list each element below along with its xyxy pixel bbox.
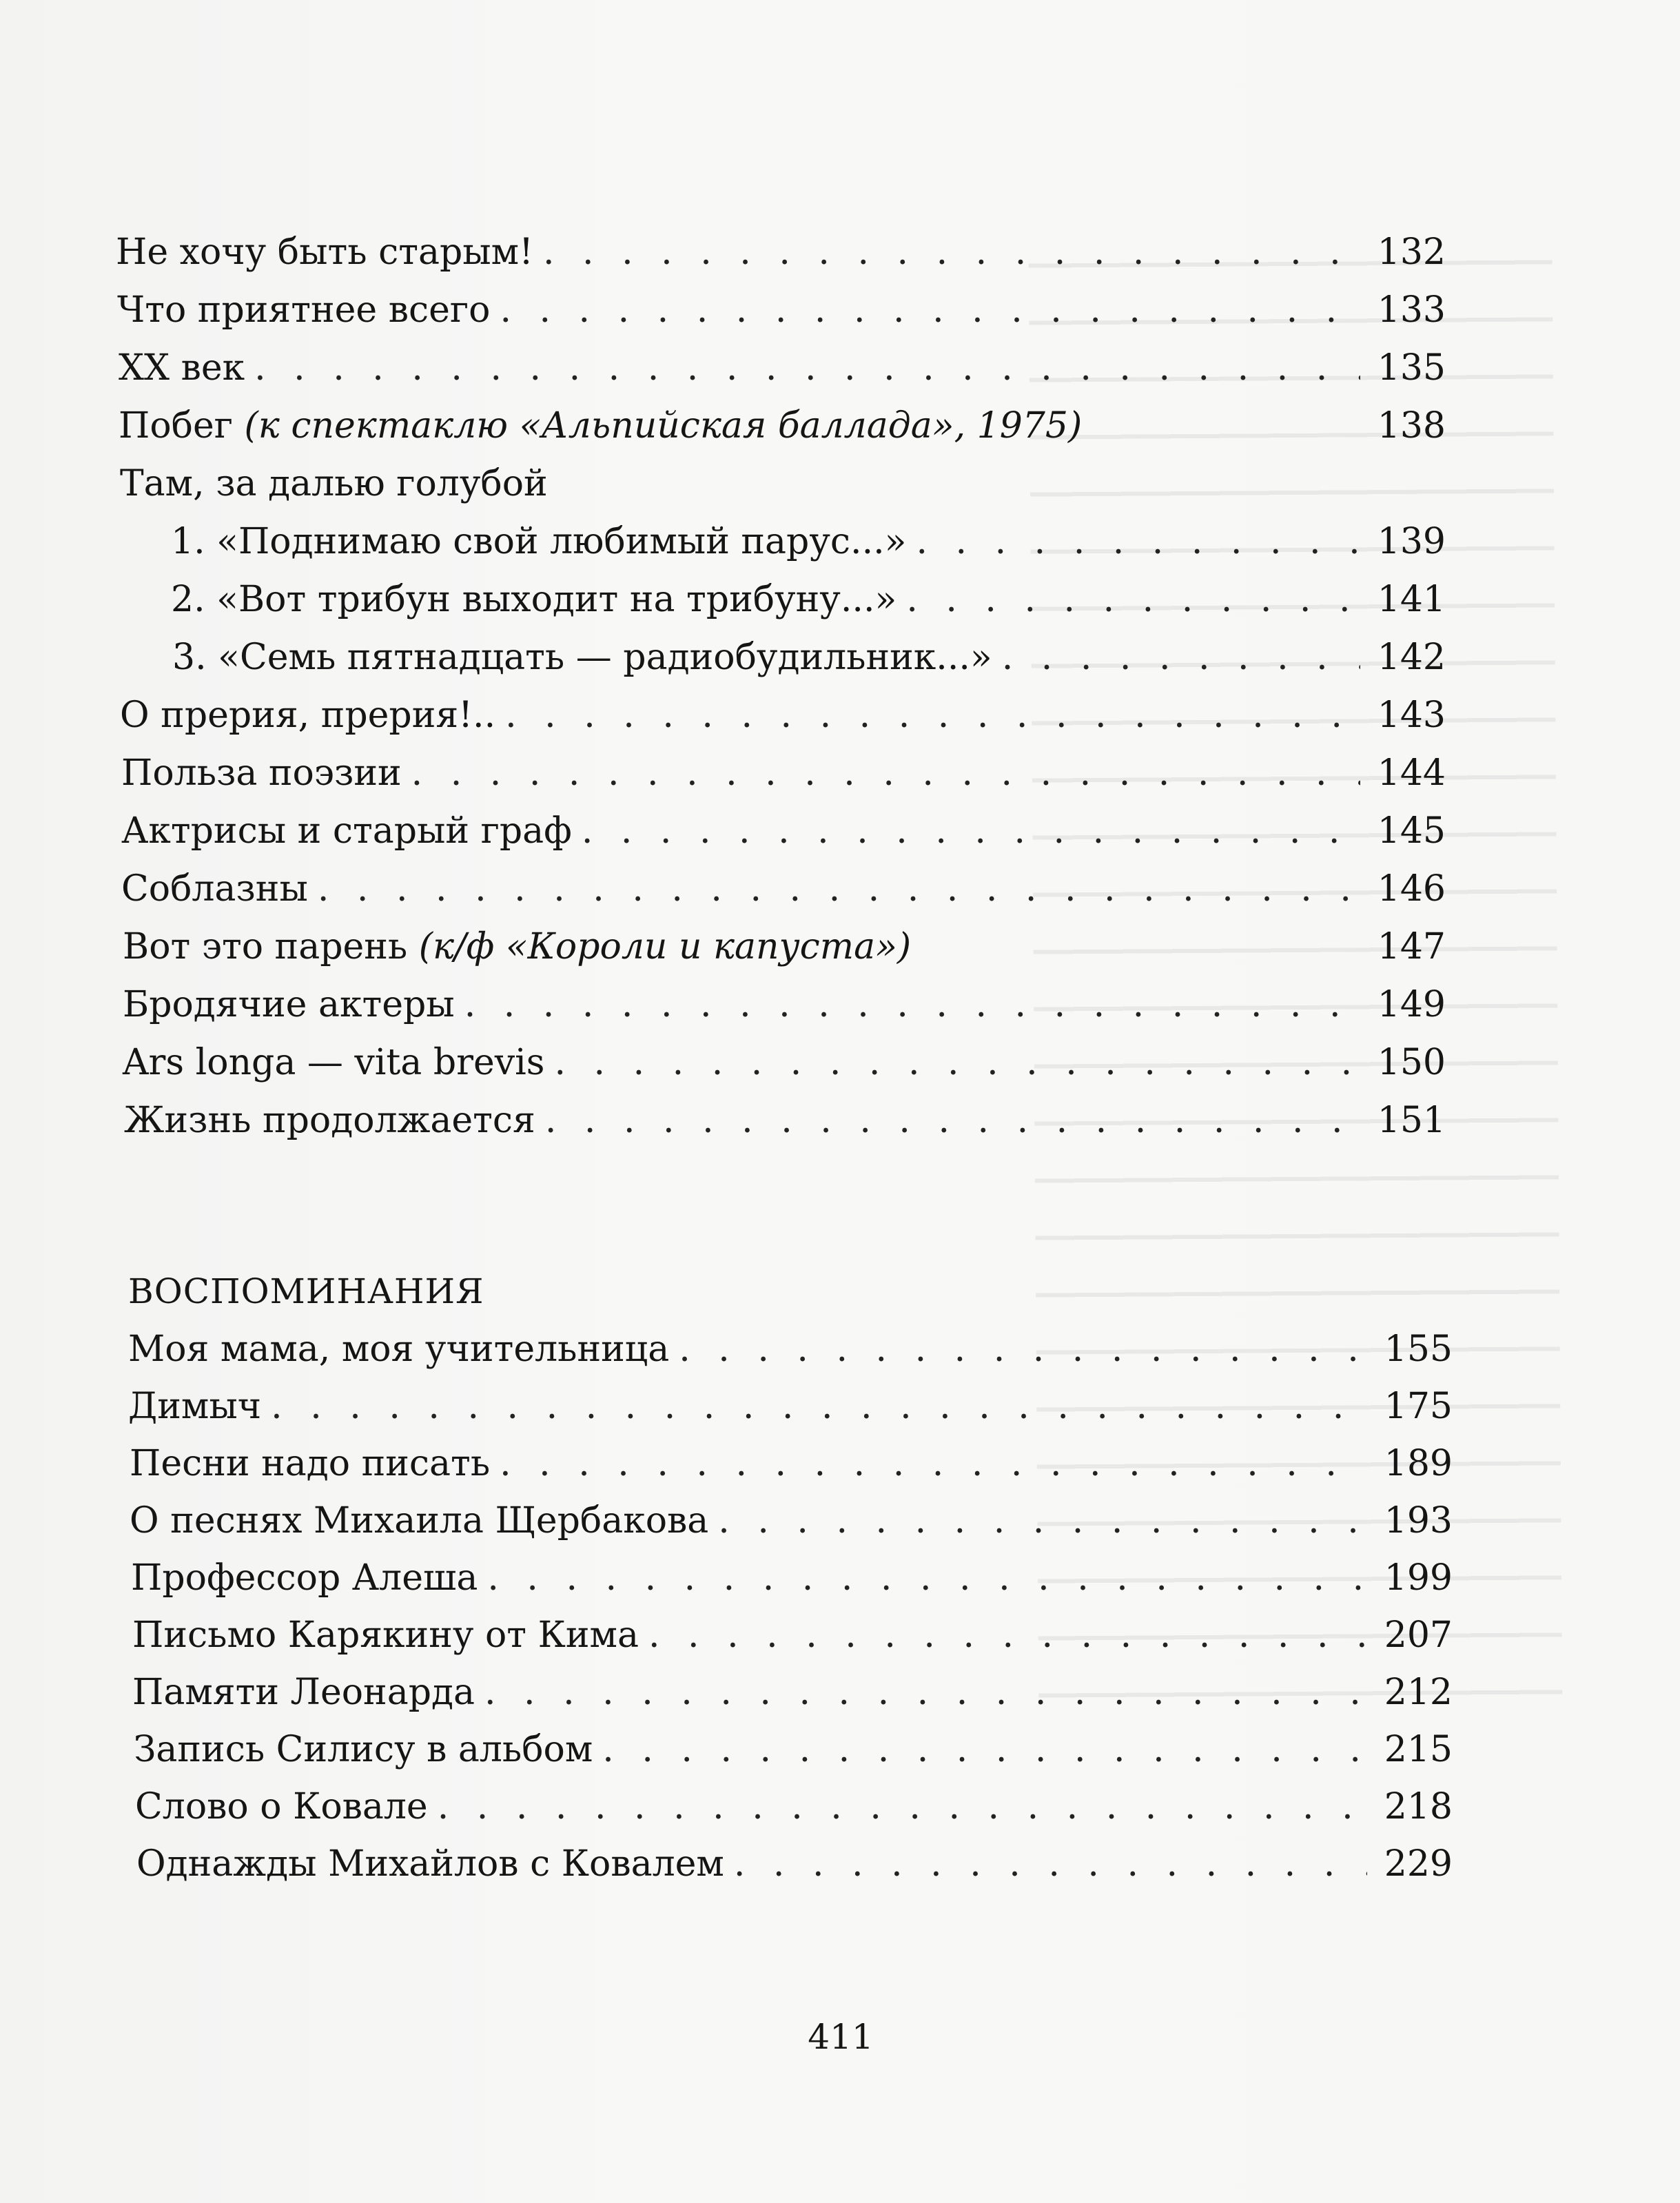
toc-entry-page: 150 bbox=[1377, 1042, 1446, 1083]
toc-entry-title: Однажды Михайлов с Ковалем bbox=[136, 1843, 724, 1885]
dot-leader bbox=[545, 1096, 1360, 1145]
toc-entry bbox=[121, 806, 1446, 856]
toc-entry-page: 215 bbox=[1384, 1729, 1453, 1770]
toc-entry bbox=[130, 1496, 1453, 1546]
toc-entry-title: Бродячие актеры bbox=[123, 984, 455, 1025]
toc-entry-title: Жизнь продолжается bbox=[124, 1100, 535, 1141]
dot-leader bbox=[734, 1839, 1367, 1889]
toc-entry-title: 1. «Поднимаю свой любимый парус...» bbox=[171, 521, 907, 562]
page-number: 411 bbox=[808, 2017, 874, 2057]
toc-entry-title: О прерия, прерия!.. bbox=[120, 695, 496, 736]
toc-entry-main: Вот это парень bbox=[123, 926, 419, 967]
toc-entry-page: 189 bbox=[1384, 1443, 1453, 1484]
toc-entry-page: 143 bbox=[1377, 695, 1446, 736]
toc-entry-title: 3. «Семь пятнадцать — радиобудильник...» bbox=[172, 637, 992, 678]
dot-leader bbox=[464, 980, 1360, 1029]
dot-leader bbox=[487, 1553, 1367, 1603]
toc-entry-title: Не хочу быть старым! bbox=[116, 232, 533, 273]
toc-entry bbox=[131, 1553, 1453, 1603]
toc-entry-title: Польза поэзии bbox=[121, 752, 402, 794]
toc-entry-title: Моя мама, моя учительница bbox=[128, 1329, 670, 1370]
toc-entry-title: 2. «Вот трибун выходит на трибуну...» bbox=[171, 579, 897, 620]
toc-entry-title: XX век bbox=[119, 347, 245, 389]
dot-leader bbox=[411, 748, 1360, 798]
toc-entry-title: О песнях Михаила Щербакова bbox=[130, 1500, 709, 1541]
toc-entry-page: 193 bbox=[1384, 1500, 1453, 1541]
toc-entry bbox=[121, 864, 1446, 914]
toc-entry bbox=[120, 690, 1446, 740]
toc-entry-page: 229 bbox=[1384, 1843, 1453, 1885]
toc-entry bbox=[136, 1839, 1453, 1889]
toc-entry-title: Соблазны bbox=[121, 868, 308, 910]
toc-entry-title: Что приятнее всего bbox=[117, 289, 491, 331]
dot-leader bbox=[543, 227, 1360, 277]
toc-entry-page: 142 bbox=[1377, 637, 1446, 678]
toc-entry-page: 147 bbox=[1377, 926, 1446, 967]
toc-entry-note: (к/ф «Короли и капуста») bbox=[418, 926, 912, 967]
toc-entry bbox=[130, 1439, 1453, 1488]
dot-leader bbox=[916, 517, 1360, 566]
toc-entry-group-title bbox=[120, 459, 1446, 509]
dot-leader bbox=[500, 285, 1360, 335]
toc-entry bbox=[135, 1782, 1453, 1832]
toc-entry bbox=[119, 401, 1446, 451]
toc-entry-page: 132 bbox=[1377, 232, 1446, 273]
toc-entry-title: Запись Силису в альбом bbox=[134, 1729, 593, 1770]
dot-leader bbox=[602, 1725, 1367, 1774]
dot-leader bbox=[438, 1782, 1367, 1832]
toc-entry-title: Слово о Ковале bbox=[135, 1786, 428, 1827]
toc-entry bbox=[132, 1668, 1453, 1717]
section-heading: ВОСПОМИНАНИЯ bbox=[128, 1271, 484, 1311]
toc-entry bbox=[128, 1324, 1453, 1374]
toc-entry-title: Ars longa — vita brevis bbox=[123, 1042, 545, 1083]
toc-entry-title: Памяти Леонарда bbox=[132, 1672, 475, 1713]
toc-entry bbox=[172, 633, 1446, 682]
toc-entry-page: 212 bbox=[1384, 1672, 1453, 1713]
toc-entry-title: Там, за далью голубой bbox=[120, 463, 548, 504]
toc-entry-page: 135 bbox=[1377, 347, 1446, 389]
dot-leader bbox=[648, 1610, 1367, 1660]
dot-leader bbox=[254, 343, 1360, 393]
toc-entry-main: Побег bbox=[119, 405, 245, 447]
dot-leader bbox=[906, 575, 1360, 624]
dot-leader bbox=[500, 1439, 1367, 1488]
toc-entry bbox=[124, 1096, 1446, 1145]
toc-entry bbox=[121, 748, 1446, 798]
toc-entry-page: 139 bbox=[1377, 521, 1446, 562]
toc-entry-page: 218 bbox=[1384, 1786, 1453, 1827]
dot-leader bbox=[554, 1038, 1360, 1087]
toc-entry-page: 151 bbox=[1377, 1100, 1446, 1141]
toc-entry-title: Профессор Алеша bbox=[131, 1557, 478, 1599]
dot-leader bbox=[318, 864, 1360, 914]
toc-entry bbox=[123, 1038, 1446, 1087]
toc-entry-page: 155 bbox=[1384, 1329, 1453, 1370]
toc-entry-page: 175 bbox=[1384, 1386, 1453, 1427]
toc-entry bbox=[132, 1610, 1453, 1660]
dot-leader bbox=[679, 1324, 1367, 1374]
toc-entry bbox=[116, 227, 1446, 277]
toc-entry-title bbox=[123, 922, 911, 972]
toc-entry-title: Актрисы и старый граф bbox=[121, 810, 572, 852]
toc-entry-page: 207 bbox=[1384, 1615, 1453, 1656]
toc-entry-page: 199 bbox=[1384, 1557, 1453, 1599]
toc-entry-page: 133 bbox=[1377, 289, 1446, 331]
toc-entry-page: 149 bbox=[1377, 984, 1446, 1025]
toc-entry bbox=[117, 285, 1446, 335]
dot-leader bbox=[271, 1382, 1367, 1431]
toc-entry-title: Димыч bbox=[128, 1386, 262, 1427]
toc-entry bbox=[134, 1725, 1453, 1774]
toc-entry bbox=[123, 980, 1446, 1029]
toc-entry-title bbox=[119, 401, 1082, 451]
toc-entry bbox=[171, 517, 1446, 566]
toc-entry-title: Песни надо писать bbox=[130, 1443, 491, 1484]
dot-leader bbox=[718, 1496, 1367, 1546]
toc-entry-title: Письмо Карякину от Кима bbox=[132, 1615, 639, 1656]
toc-entry bbox=[171, 575, 1446, 624]
toc-entry bbox=[128, 1382, 1453, 1431]
dot-leader bbox=[484, 1668, 1367, 1717]
dot-leader bbox=[582, 806, 1360, 856]
toc-entry-page: 146 bbox=[1377, 868, 1446, 910]
toc-entry bbox=[123, 922, 1446, 972]
dot-leader bbox=[505, 690, 1360, 740]
toc-entry-page: 138 bbox=[1377, 405, 1446, 447]
toc-entry-note: (к спектаклю «Альпийская баллада», 1975) bbox=[244, 405, 1083, 447]
toc-entry-page: 145 bbox=[1377, 810, 1446, 852]
toc-entry bbox=[119, 343, 1446, 393]
toc-entry-page: 144 bbox=[1377, 752, 1446, 794]
toc-entry-page: 141 bbox=[1377, 579, 1446, 620]
dot-leader bbox=[1002, 633, 1360, 682]
